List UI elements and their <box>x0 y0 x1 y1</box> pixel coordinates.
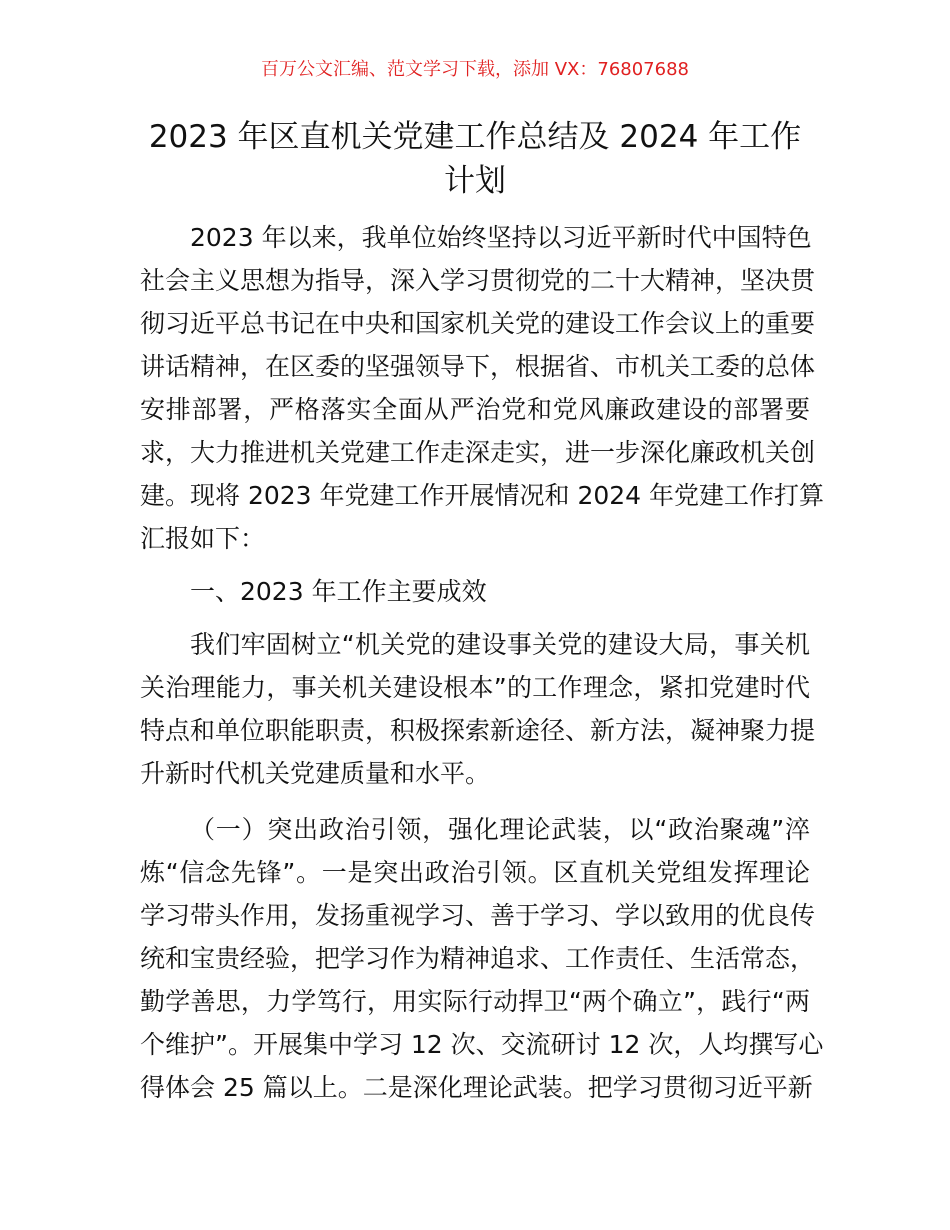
text-line: 特点和单位职能职责，积极探索新途径、新方法，凝神聚力提 <box>140 716 816 745</box>
document-title-line-2: 计划 <box>444 163 506 199</box>
text-line: 升新时代机关党建质量和水平。 <box>140 759 491 788</box>
text-line: 炼“信念先锋”。一是突出政治引领。区直机关党组发挥理论 <box>140 858 810 887</box>
document-title-line-1: 2023 年区直机关党建工作总结及 2024 年工作 <box>148 119 802 155</box>
text-line: 个维护”。开展集中学习 12 次、交流研讨 12 次，人均撰写心 <box>140 1030 824 1059</box>
text-line: 统和宝贵经验，把学习作为精神追求、工作责任、生活常态， <box>140 944 816 973</box>
text-line: 安排部署，严格落实全面从严治党和党风廉政建设的部署要 <box>140 395 810 424</box>
text-line: 求，大力推进机关党建工作走深走实，进一步深化廉政机关创 <box>140 438 816 467</box>
text-line: 得体会 25 篇以上。二是深化理论武装。把学习贯彻习近平新 <box>140 1073 813 1102</box>
text-line: 社会主义思想为指导，深入学习贯彻党的二十大精神，坚决贯 <box>140 266 816 295</box>
section-heading: 一、2023 年工作主要成效 <box>190 577 487 606</box>
text-line: 2023 年以来，我单位始终坚持以习近平新时代中国特色 <box>190 223 812 252</box>
text-line: 勤学善思，力学笃行，用实际行动捍卫“两个确立”，践行“两 <box>140 987 810 1016</box>
text-line: 我们牢固树立“机关党的建设事关党的建设大局，事关机 <box>190 630 810 659</box>
text-line: 彻习近平总书记在中央和国家机关党的建设工作会议上的重要 <box>140 309 816 338</box>
text-line: 汇报如下： <box>140 524 266 553</box>
text-line: 建。现将 2023 年党建工作开展情况和 2024 年党建工作打算 <box>140 481 825 510</box>
text-line: 学习带头作用，发扬重视学习、善于学习、学以致用的优良传 <box>140 901 816 930</box>
text-line: 关治理能力，事关机关建设根本”的工作理念，紧扣党建时代 <box>140 673 810 702</box>
text-line: （一）突出政治引领，强化理论武装，以“政治聚魂”淬 <box>190 815 810 844</box>
watermark-banner: 百万公文汇编、范文学习下载，添加 VX：76807688 <box>261 59 689 80</box>
text-line: 讲话精神，在区委的坚强领导下，根据省、市机关工委的总体 <box>140 352 816 381</box>
